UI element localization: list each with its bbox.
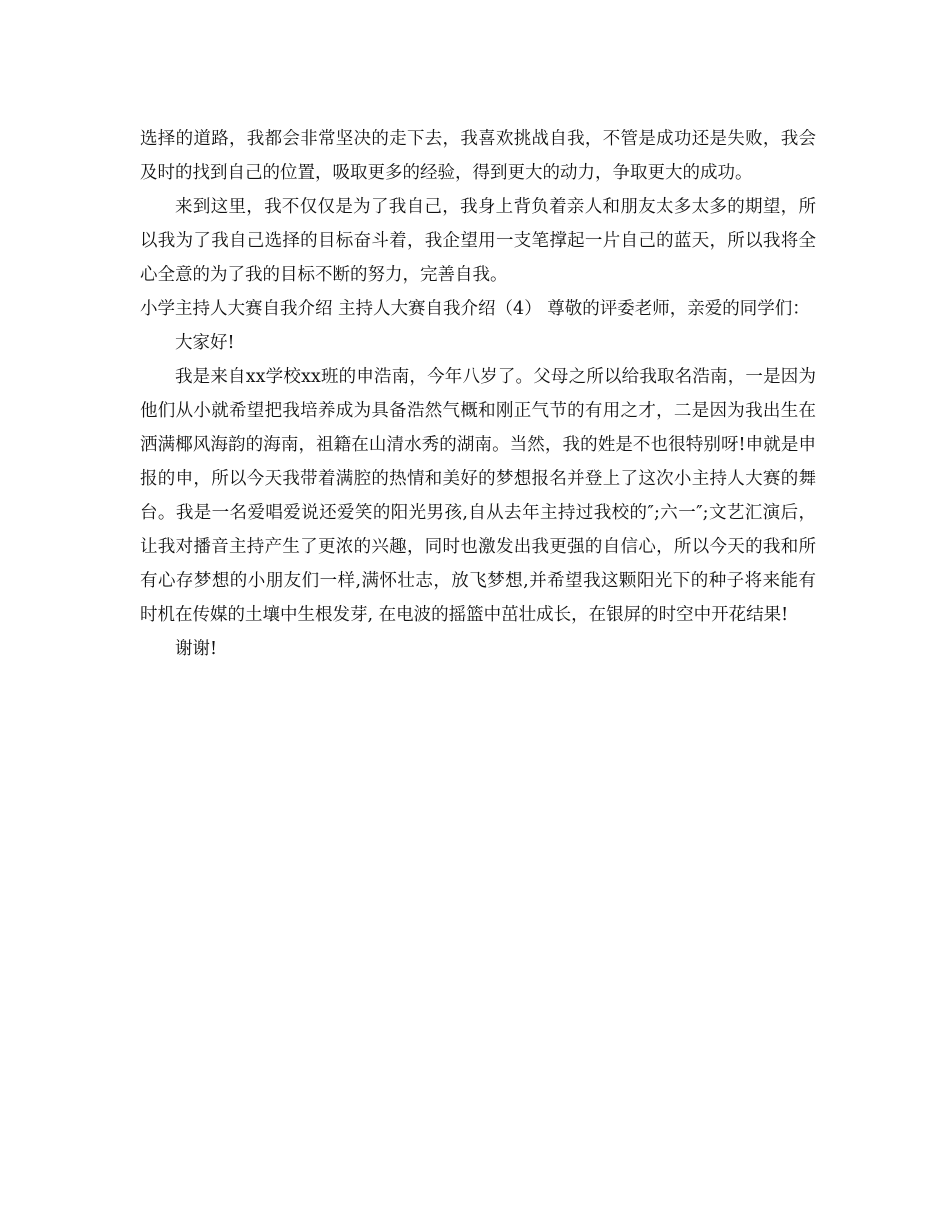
paragraph-3-heading: 小学主持人大赛自我介绍 主持人大赛自我介绍（4） 尊敬的评委老师，亲爱的同学们： [140, 299, 810, 319]
paragraph-5: 我是来自xx学校xx班的申浩南，今年八岁了。父母之所以给我取名浩南，一是因为他们从小就希望把我培养成为具备浩然气概和刚正气节的有用之才，二是因为我出生在洒满椰风海韵的海南，祖籍在山清水秀的湖南。当然，我的姓是不也很特别呀!申就是申报的申，所以今天我带着满腔的热情和美好的梦想报名并登上了这次小主持人大赛的舞台。我是一名爱唱爱说还爱笑的阳光男孩,自从去年主持过我校的″;六一″;文艺汇演后，让我对播音主持产生了更浓的兴趣，同时也激发出我更强的自信心，所以今天的我和所有心存梦想的小朋友们一样,满怀壮志，放飞梦想,并希望我这颗阳光下的种子将来能有时机在传媒的土壤中生根发芽, 在电波的摇篮中茁壮成长，在银屏的时空中开花结果! [140, 367, 816, 625]
document-body [140, 122, 816, 666]
paragraph-4-greeting: 大家好! [175, 333, 235, 353]
paragraph-6-thanks: 谢谢! [175, 639, 218, 659]
paragraph-2: 来到这里，我不仅仅是为了我自己，我身上背负着亲人和朋友太多太多的期望，所以我为了我自己选择的目标奋斗着，我企望用一支笔撑起一片自己的蓝天，所以我将全心全意的为了我的目标不断的努力，完善自我。 [140, 197, 816, 285]
paragraph-1: 选择的道路，我都会非常坚决的走下去，我喜欢挑战自我，不管是成功还是失败，我会及时的找到自己的位置，吸取更多的经验，得到更大的动力，争取更大的成功。 [140, 129, 816, 183]
